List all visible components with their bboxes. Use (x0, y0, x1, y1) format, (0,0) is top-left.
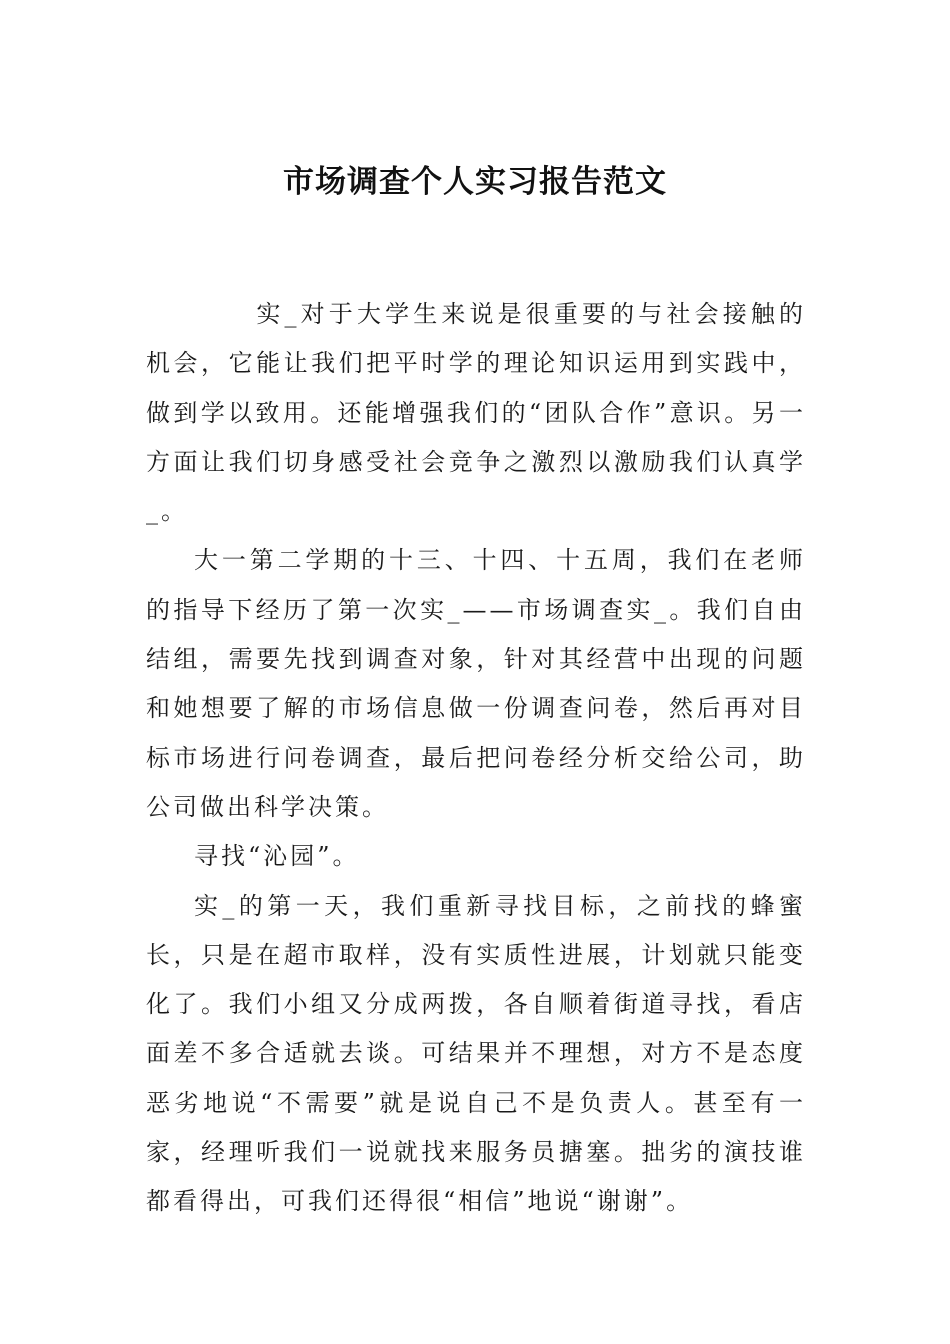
document-body (146, 290, 806, 1227)
paragraph: 实_的第一天，我们重新寻找目标，之前找的蜂蜜长，只是在超市取样，没有实质性进展，计划就只能变化了。我们小组又分成两拨，各自顺着街道寻找，看店面差不多合适就去谈。可结果并不理想，对方不是态度恶劣地说“不需要”就是说自己不是负责人。甚至有一家，经理听我们一说就找来服务员搪塞。拙劣的演技谁都看得出，可我们还得很“相信”地说“谢谢”。 (146, 891, 806, 1216)
paragraph: 实_对于大学生来说是很重要的与社会接触的机会，它能让我们把平时学的理论知识运用到实践中，做到学以致用。还能增强我们的“团队合作”意识。另一方面让我们切身感受社会竞争之激烈以激励我们认真学_。 (146, 300, 806, 526)
paragraph: 寻找“沁园”。 (194, 842, 360, 871)
document-title: 市场调查个人实习报告范文 (283, 164, 667, 200)
paragraph: 大一第二学期的十三、十四、十五周，我们在老师的指导下经历了第一次实_——市场调查实_。我们自由结组，需要先找到调查对象，针对其经营中出现的问题和她想要了解的市场信息做一份调查问卷，然后再对目标市场进行问卷调查，最后把问卷经分析交给公司，助公司做出科学决策。 (146, 546, 806, 821)
